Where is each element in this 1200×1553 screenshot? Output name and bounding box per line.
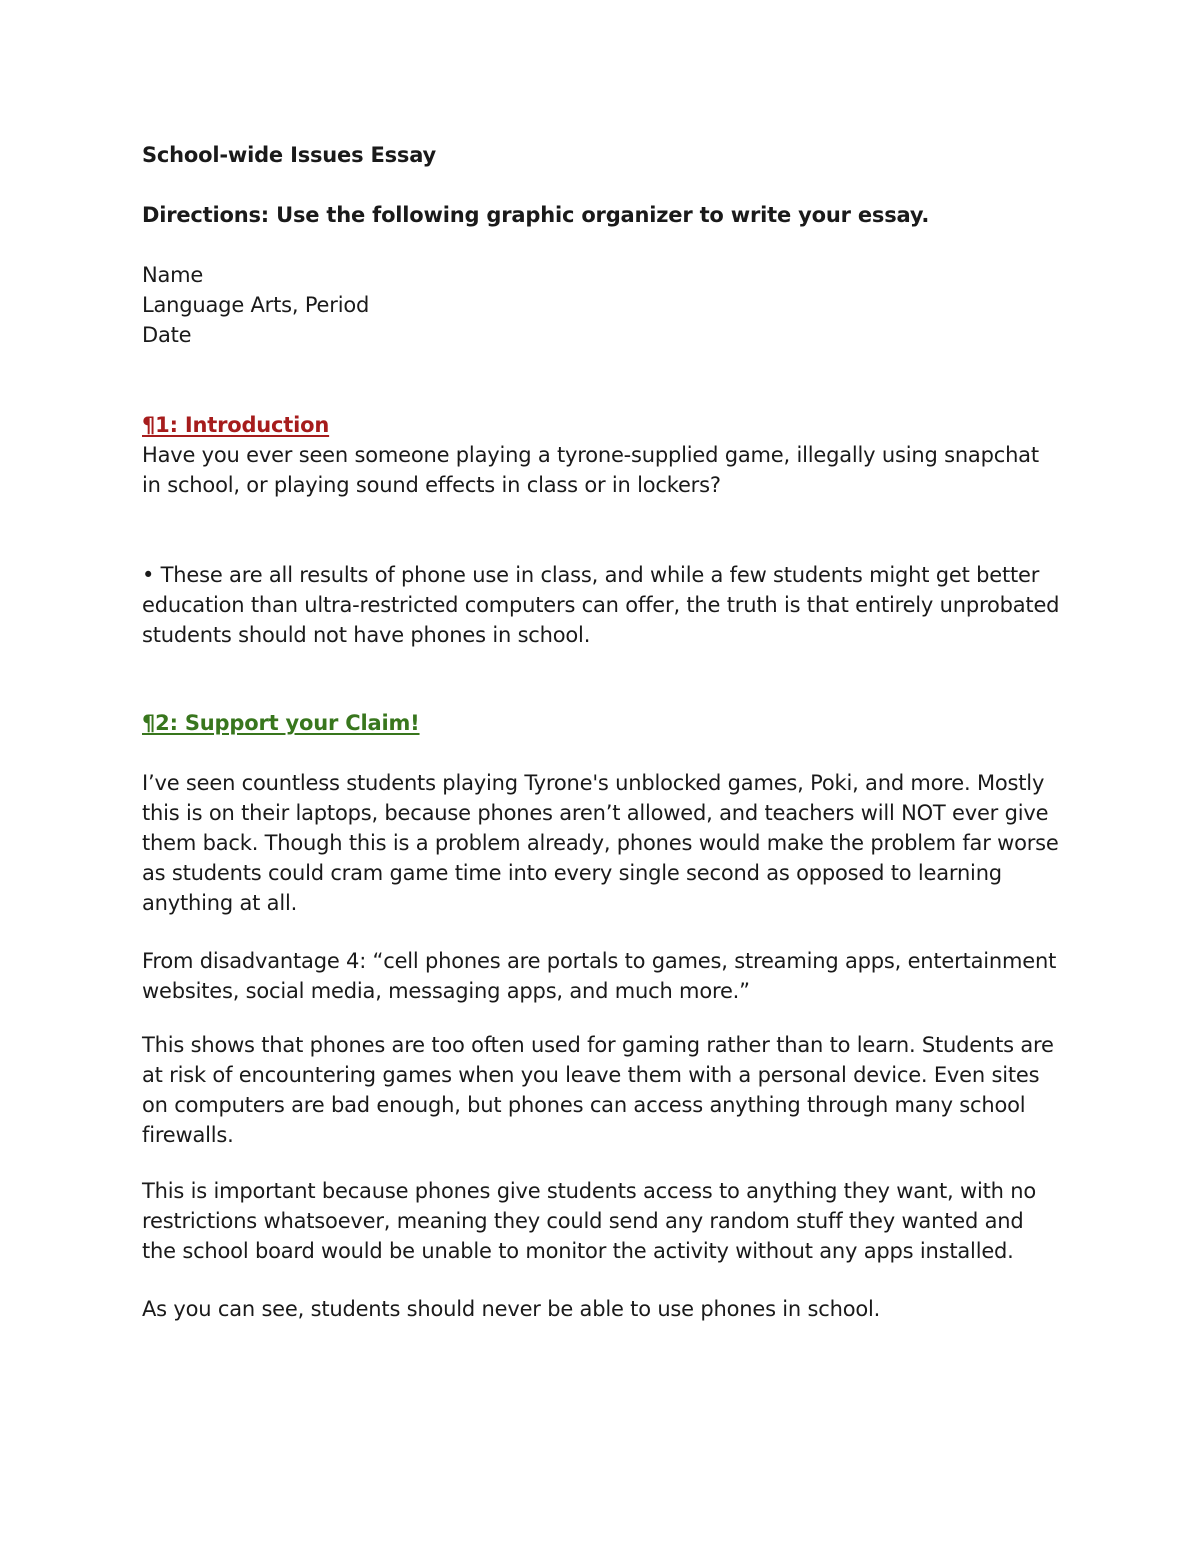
support-paragraph-1: I’ve seen countless students playing Tyrone's unblocked games, Poki, and more. Mostly this is on their laptops, because phones aren’t allowed, and teachers will NOT ever give them back. Though this is a problem already, phones would make the problem far worse as students could cram game time into every single second as opposed to learning anything at all. [142, 771, 1059, 915]
intro-heading: ¶1: Introduction [142, 413, 330, 437]
document-page [142, 140, 1062, 1324]
intro-claim: • These are all results of phone use in class, and while a few students might get better education than ultra-restricted computers can offer, the truth is that entirely unprobated students should not have phones in school. [142, 563, 1060, 647]
support-quote: From disadvantage 4: “cell phones are portals to games, streaming apps, entertainment websites, social media, messaging apps, and much more.” [142, 949, 1057, 1003]
directions-text: Directions: Use the following graphic organizer to write your essay. [142, 203, 930, 227]
document-title: School-wide Issues Essay [142, 143, 437, 167]
header-name: Name [142, 263, 204, 287]
header-date: Date [142, 323, 192, 347]
support-conclusion: As you can see, students should never be able to use phones in school. [142, 1297, 881, 1321]
support-heading: ¶2: Support your Claim! [142, 711, 420, 735]
support-importance: This is important because phones give students access to anything they want, with no restrictions whatsoever, meaning they could send any random stuff they wanted and the school board would be unable to monitor the activity without any apps installed. [142, 1179, 1036, 1263]
header-period: Language Arts, Period [142, 293, 370, 317]
support-explanation: This shows that phones are too often used for gaming rather than to learn. Students are at risk of encountering games when you leave them with a personal device. Even sites on computers are bad enough, but phones can access anything through many school firewalls. [142, 1033, 1054, 1147]
intro-hook: Have you ever seen someone playing a tyrone-supplied game, illegally using snapchat in school, or playing sound effects in class or in lockers? [142, 443, 1039, 497]
